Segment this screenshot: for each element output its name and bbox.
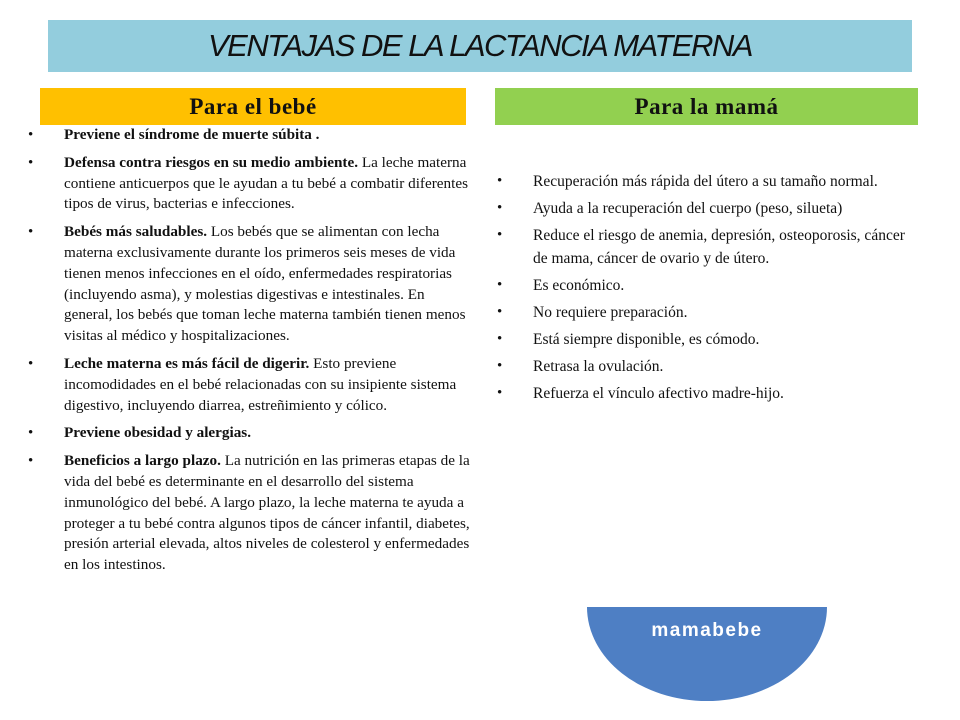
list-item: [28, 222, 472, 347]
benefit-heading: Previene el síndrome de muerte súbita .: [64, 126, 320, 143]
list-item: • Retrasa la ovulación.: [497, 355, 907, 378]
mamabebe-logo: [587, 607, 827, 701]
mom-benefits-list: [497, 170, 907, 409]
benefit-heading: Previene obesidad y alergias.: [64, 424, 252, 442]
mom-column-header: Para la mamá: [495, 88, 918, 125]
title-banner: [48, 20, 912, 72]
logo-text: mamabebe: [651, 620, 763, 641]
list-item: • Ayuda a la recuperación del cuerpo (peso, silueta): [497, 197, 907, 220]
page-title: VENTAJAS DE LA LACTANCIA MATERNA: [208, 28, 752, 63]
benefit-text: Los bebés que se alimentan con lecha materna exclusivamente durante los primeros seis meses de vida tienen menos infecciones en el oído, enfermedades respiratorias (incluyendo asma), y molestias digestivas e intestinales. En general, los bebés que toman leche materna también tienen menos visitas al médico y hospitalizaciones.: [64, 223, 466, 345]
list-item: [28, 423, 472, 444]
benefit-text: La nutrición en las primeras etapas de la vida del bebé es determinante en el desarrollo del sistema inmunológico del bebé. A largo plazo, la leche materna te ayuda a proteger a tu bebé contra algunos tipos de cáncer infantil, diabetes, presión arterial elevada, altos niveles de colesterol y enfermedades en los intestinos.: [64, 452, 470, 574]
list-item: • No requiere preparación.: [497, 301, 907, 324]
list-item: • Es económico.: [497, 274, 907, 297]
list-item: • Está siempre disponible, es cómodo.: [497, 328, 907, 351]
benefit-heading: Leche materna es más fácil de digerir.: [64, 354, 310, 372]
list-item: [28, 451, 472, 576]
benefit-heading: Defensa contra riesgos en su medio ambiente.: [64, 153, 359, 171]
list-item: [28, 125, 472, 146]
benefit-text: Esto previene incomodidades en el bebé relacionadas con su insipiente sistema digestivo, incluyendo diarrea, estreñimiento y cólico.: [64, 354, 457, 414]
benefit-text: La leche materna contiene anticuerpos que le ayudan a tu bebé a combatir diferentes tipos de virus, bacterias e infecciones.: [64, 153, 468, 213]
benefit-heading: Bebés más saludables.: [64, 223, 208, 241]
baby-column-header: Para el bebé: [40, 88, 466, 125]
baby-benefits-list: [28, 125, 472, 583]
benefit-heading: Beneficios a largo plazo.: [64, 452, 221, 470]
list-item: [28, 153, 472, 215]
list-item: • Recuperación más rápida del útero a su tamaño normal.: [497, 170, 907, 193]
list-item: • Reduce el riesgo de anemia, depresión, osteoporosis, cáncer de mama, cáncer de ovario y de útero.: [497, 224, 907, 270]
list-item: [28, 354, 472, 416]
list-item: • Refuerza el vínculo afectivo madre-hijo.: [497, 382, 907, 405]
